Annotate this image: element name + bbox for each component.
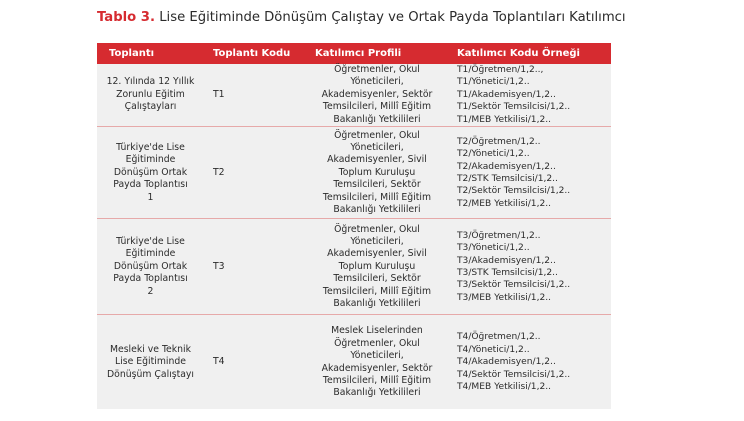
participant-profile: Öğretmenler, Okul Yöneticileri, Akademisyenler, Sivil Toplum Kuruluşu Temsilcileri, Sektör Temsilcileri, Millî Eğitim Bakanlığı Yetkilileri bbox=[322, 129, 432, 216]
participant-profile: Meslek Liselerinden Öğretmenler, Okul Yöneticileri, Akademisyenler, Sektör Temsilcileri, Millî Eğitim Bakanlığı Yetkilileri bbox=[321, 325, 433, 399]
code-example: T3/Akademisyen/1,2.. bbox=[457, 255, 556, 266]
profile-cell bbox=[303, 219, 451, 315]
code-example: T1/MEB Yetkilisi/1,2.. bbox=[457, 114, 552, 125]
code-example: T2/Yönetici/1,2.. bbox=[457, 149, 530, 160]
code-example: T3/Öğretmen/1,2.. bbox=[457, 230, 541, 241]
profile-cell bbox=[303, 64, 451, 126]
code-example: T4/MEB Yetkilisi/1,2.. bbox=[457, 382, 552, 393]
code-example: T1/Öğretmen/1,2.., bbox=[457, 64, 544, 75]
meeting-code: T2 bbox=[213, 166, 225, 178]
code-cell bbox=[213, 64, 303, 126]
code-example-list bbox=[457, 64, 570, 126]
meeting-code: T1 bbox=[213, 88, 225, 100]
code-example-list bbox=[457, 230, 570, 304]
meeting-cell bbox=[97, 315, 204, 410]
meeting-name: 12. Yılında 12 Yıllık Zorunlu Eğitim Çalıştayları bbox=[106, 76, 195, 113]
participant-profile: Öğretmenler, Okul Yöneticileri, Akademisyenler, Sivil Toplum Kuruluşu Temsilcileri, Sektör Temsilcileri, Millî Eğitim Bakanlığı Yetkilileri bbox=[322, 223, 432, 310]
meeting-name: Türkiye'de Lise Eğitiminde Dönüşüm Ortak Payda Toplantısı 1 bbox=[113, 141, 188, 203]
profile-cell bbox=[303, 127, 451, 219]
meeting-name: Türkiye'de Lise Eğitiminde Dönüşüm Ortak Payda Toplantısı 2 bbox=[113, 235, 188, 297]
code-cell bbox=[213, 127, 303, 219]
code-example: T2/Akademisyen/1,2.. bbox=[457, 161, 556, 172]
table-row bbox=[97, 218, 611, 315]
meeting-cell bbox=[97, 127, 204, 219]
code-example: T1/Yönetici/1,2.. bbox=[457, 77, 530, 88]
code-example: T1/Akademisyen/1,2.. bbox=[457, 89, 556, 100]
header-meeting: Toplantı bbox=[109, 48, 155, 59]
code-example: T1/Sektör Temsilcisi/1,2.. bbox=[457, 102, 571, 113]
meeting-cell bbox=[97, 64, 204, 126]
participants-table bbox=[97, 43, 611, 409]
code-example: T4/Akademisyen/1,2.. bbox=[457, 357, 556, 368]
code-example: T4/Öğretmen/1,2.. bbox=[457, 332, 541, 343]
table-row bbox=[97, 64, 611, 126]
code-example-list bbox=[457, 331, 570, 393]
examples-cell bbox=[457, 315, 607, 410]
table-row bbox=[97, 314, 611, 410]
meeting-name: Mesleki ve Teknik Lise Eğitiminde Dönüşüm Çalıştayı bbox=[107, 343, 195, 380]
meeting-cell bbox=[97, 219, 204, 315]
header-meeting-code: Toplantı Kodu bbox=[213, 48, 291, 59]
profile-cell bbox=[303, 315, 451, 410]
examples-cell bbox=[457, 219, 607, 315]
code-example: T2/Sektör Temsilcisi/1,2.. bbox=[457, 186, 571, 197]
table-number: Tablo 3. bbox=[97, 10, 155, 25]
code-example: T3/Yönetici/1,2.. bbox=[457, 243, 530, 254]
code-example: T3/Sektör Temsilcisi/1,2.. bbox=[457, 280, 571, 291]
code-cell bbox=[213, 219, 303, 315]
examples-cell bbox=[457, 64, 607, 126]
code-example: T2/STK Temsilcisi/1,2.. bbox=[457, 174, 558, 184]
participant-profile: Öğretmenler, Okul Yöneticileri, Akademisyenler, Sektör Temsilcileri, Millî Eğitim Bakanlığı Yetkilileri bbox=[321, 63, 433, 125]
table-caption bbox=[97, 9, 626, 27]
header-participant-code-example: Katılımcı Kodu Örneği bbox=[457, 48, 580, 59]
code-example: T2/Öğretmen/1,2.. bbox=[457, 136, 541, 147]
code-example-list bbox=[457, 136, 570, 210]
code-example: T4/Yönetici/1,2.. bbox=[457, 344, 530, 355]
code-example: T2/MEB Yetkilisi/1,2.. bbox=[457, 198, 552, 209]
header-participant-profile: Katılımcı Profili bbox=[315, 48, 402, 59]
meeting-code: T4 bbox=[213, 356, 225, 368]
code-cell bbox=[213, 315, 303, 410]
table-header-row bbox=[97, 43, 611, 64]
table-row bbox=[97, 126, 611, 219]
code-example: T4/Sektör Temsilcisi/1,2.. bbox=[457, 369, 571, 380]
code-example: T3/STK Temsilcisi/1,2.. bbox=[457, 268, 558, 278]
code-example: T3/MEB Yetkilisi/1,2.. bbox=[457, 292, 552, 303]
table-title: Lise Eğitiminde Dönüşüm Çalıştay ve Ortak Payda Toplantıları Katılımcı bbox=[159, 10, 626, 25]
examples-cell bbox=[457, 127, 607, 219]
meeting-code: T3 bbox=[213, 260, 225, 272]
